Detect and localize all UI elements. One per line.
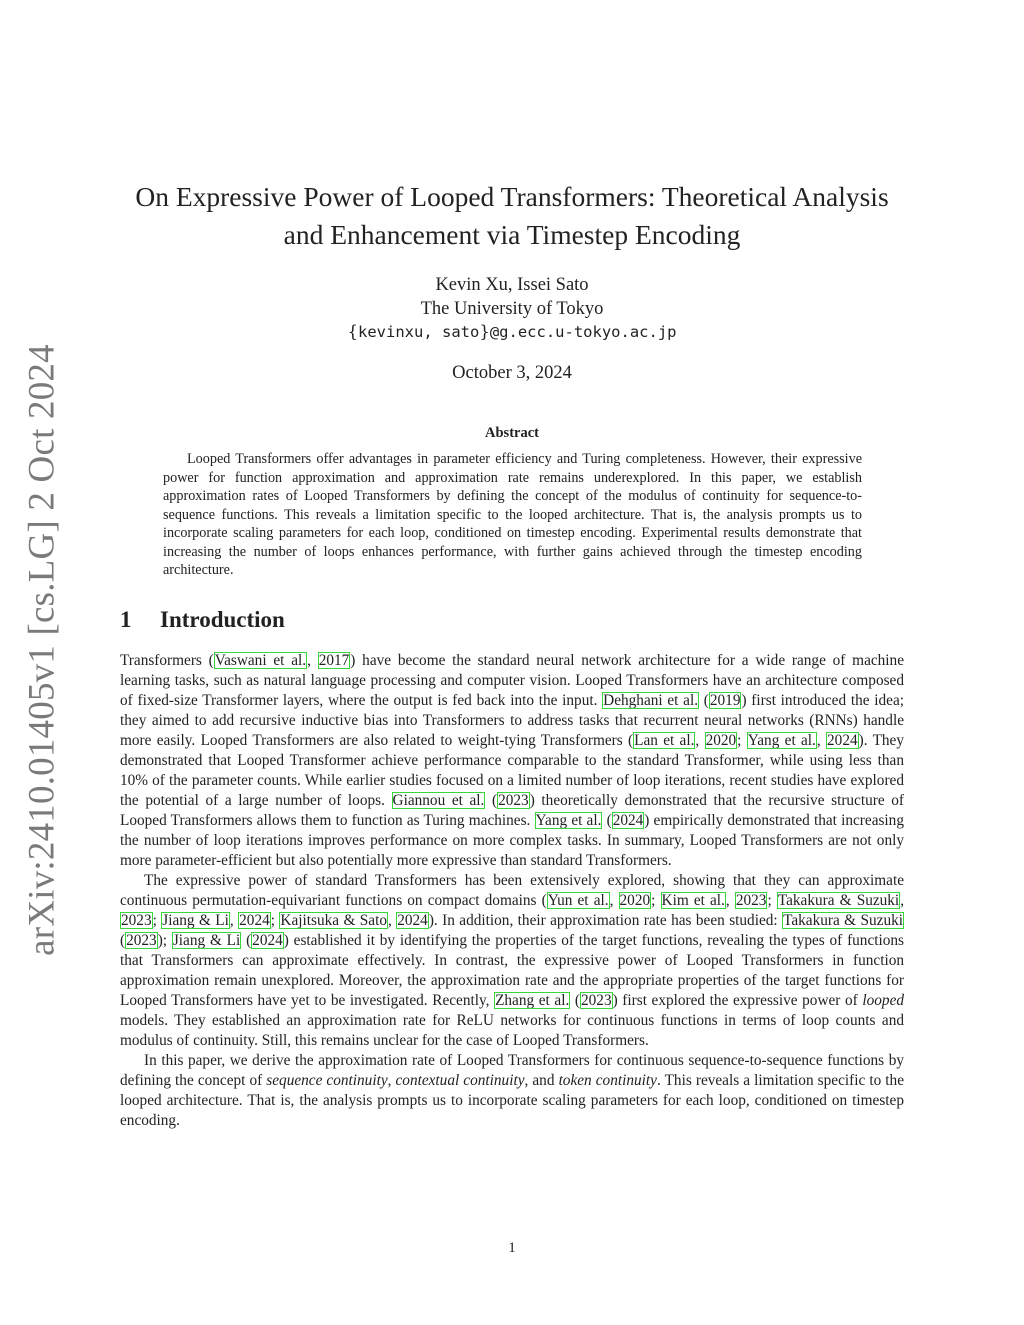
text-run: , — [387, 912, 397, 929]
text-run: Transformers ( — [120, 652, 214, 669]
text-run: ); — [157, 932, 172, 949]
email-names: kevinxu, sato — [358, 323, 480, 341]
citation-link[interactable]: 2024 — [252, 932, 283, 949]
paragraph-2 — [120, 871, 904, 1051]
page-number: 1 — [508, 1240, 516, 1256]
citation-link[interactable]: Kajitsuka & Sato — [280, 912, 387, 929]
text-run: ; — [270, 912, 280, 929]
citation-link[interactable]: 2023 — [121, 912, 152, 929]
text-run: ; — [767, 892, 777, 909]
abstract-body: Looped Transformers offer advantages in parameter efficiency and Turing completeness. However, their expressive power for function approximation and approximation rate remains underexplored. In this paper, we establish approximation rates of Looped Transformers by defining the concept of the modulus of continuity for sequence-to-sequence functions. This reveals a limitation specific to the looped architecture. That is, the analysis prompts us to incorporate scaling parameters for each loop, conditioned on timestep encoding. Experimental results demonstrate that increasing the number of loops enhances performance, with further gains achieved through the timestep encoding architecture. — [163, 451, 862, 578]
citation-link[interactable]: Dehghani et al. — [603, 692, 699, 709]
abstract-heading: Abstract — [485, 425, 539, 441]
citation-link[interactable]: 2024 — [239, 912, 270, 929]
text-run: ; — [152, 912, 162, 929]
citation-link[interactable]: 2023 — [581, 992, 612, 1009]
text-run: ; — [651, 892, 661, 909]
text-run: , — [725, 892, 735, 909]
emphasis-text: sequence continuity — [266, 1072, 388, 1089]
text-run: models. They established an approximation rate for ReLU networks for continuous functions in terms of loop counts and modulus of continuity. Still, this remains unclear for the case of Looped Transformers. — [120, 1012, 904, 1049]
text-run: ) established it by identifying the properties of the target functions, revealing the types of functions that Transformers can approximate effectively. In contrast, the expressive power of Looped Transformers in function approximation remain unexplored. Moreover, the approximation rate and the appropriate properties of the target functions for Looped Transformers have yet to be investigated. Recently, — [120, 932, 904, 1009]
citation-link[interactable]: Takakura & Suzuki — [783, 912, 903, 929]
section-number: 1 — [120, 607, 132, 632]
citation-link[interactable]: Jiang & Li — [162, 912, 229, 929]
text-run: ( — [699, 692, 709, 709]
text-run: . This reveals a limitation specific to the looped architecture. That is, the analysis prompts us to incorporate scaling parameters for each loop, conditioned on timestep encoding. — [120, 1072, 904, 1129]
arxiv-identifier-stamp[interactable]: arXiv:2410.01405v1 [cs.LG] 2 Oct 2024 — [21, 344, 63, 956]
citation-link[interactable]: 2017 — [318, 652, 350, 669]
citation-link[interactable]: 2023 — [126, 932, 157, 949]
text-run: ( — [602, 812, 612, 829]
emphasis-text: contextual continuity — [395, 1072, 525, 1089]
email-open-brace: { — [347, 322, 359, 341]
citation-link[interactable]: 2023 — [735, 892, 767, 909]
text-run: , — [387, 1072, 396, 1089]
citation-link[interactable]: 2020 — [619, 892, 651, 909]
citation-link[interactable]: Jiang & Li — [172, 932, 241, 949]
citation-link[interactable]: 2019 — [709, 692, 741, 709]
citation-link[interactable]: Zhang et al. — [495, 992, 570, 1009]
text-run: ( — [241, 932, 252, 949]
emphasis-text: token continuity — [558, 1072, 657, 1089]
title-line-2: and Enhancement via Timestep Encoding — [283, 219, 741, 250]
paragraph-3 — [120, 1051, 904, 1131]
citation-link[interactable]: Yang et al. — [747, 732, 816, 749]
text-run: , — [816, 732, 827, 749]
author-block — [100, 273, 924, 321]
text-run: ) theoretically demonstrated that the recursive structure of Looped Transformers allows them to function as Turing machines. — [120, 792, 905, 829]
citation-link[interactable]: Lan et al. — [634, 732, 695, 749]
email-domain: @g.ecc.u-tokyo.ac.jp — [489, 323, 677, 341]
text-run: ; — [737, 732, 747, 749]
text-run: , — [609, 892, 619, 909]
text-run: ( — [485, 792, 498, 809]
author-email — [100, 321, 924, 343]
text-run: , — [307, 652, 318, 669]
text-run: The expressive power of standard Transformers has been extensively explored, showing that they can approximate continuous permutation-equivariant functions on compact domains ( — [120, 872, 904, 909]
text-run: ) first explored the expressive power of — [612, 992, 863, 1009]
text-run: In this paper, we derive the approximation rate of Looped Transformers for continuous sequence-to-sequence functions by defining the concept of — [120, 1052, 904, 1089]
emphasis-text: looped — [862, 992, 905, 1009]
text-run: , and — [524, 1072, 559, 1089]
citation-link[interactable]: 2020 — [705, 732, 737, 749]
section-heading-introduction — [120, 605, 285, 635]
text-run: ). They demonstrated that Looped Transformer achieve performance comparable to the standard Transformer, while using less than 10% of the parameter counts. While earlier studies focused on a limited number of loop iterations, recent studies have explored the potential of a large number of loops. — [120, 732, 904, 809]
text-run: ) empirically demonstrated that increasing the number of loop iterations improves performance on more complex tasks. In summary, Looped Transformers are not only more parameter-efficient but also potentially more expressive than standard Transformers. — [120, 812, 904, 869]
text-run: ). In addition, their approximation rate has been studied: — [428, 912, 783, 929]
citation-link[interactable]: Takakura & Suzuki — [777, 892, 900, 909]
text-run: , — [695, 732, 705, 749]
publication-date: October 3, 2024 — [452, 363, 572, 383]
paragraph-1 — [120, 651, 904, 871]
citation-link[interactable]: 2024 — [612, 812, 644, 829]
citation-link[interactable]: 2023 — [498, 792, 529, 809]
citation-link[interactable]: Vaswani et al. — [214, 652, 307, 669]
text-run: ( — [120, 932, 126, 949]
citation-link[interactable]: Kim et al. — [661, 892, 725, 909]
affiliation: The University of Tokyo — [420, 299, 604, 319]
text-run: ( — [570, 992, 580, 1009]
text-run: ) first introduced the idea; they aimed to add recursive inductive bias into Transformers to address tasks that recurrent neural networks (RNNs) handle more easily. Looped Transformers are also related to weight-tying Transformers ( — [120, 692, 904, 749]
email-close-brace: } — [479, 322, 490, 341]
author-names: Kevin Xu, Issei Sato — [435, 275, 589, 295]
text-run: , — [229, 912, 239, 929]
citation-link[interactable]: 2024 — [827, 732, 858, 749]
citation-link[interactable]: Giannou et al. — [392, 792, 485, 809]
section-title: Introduction — [160, 607, 285, 632]
citation-link[interactable]: Yun et al. — [547, 892, 609, 909]
text-run: ) have become the standard neural network architecture for a wide range of machine learning tasks, such as natural language processing and computer vision. Looped Transformers have an architecture composed of fixed-size Transformer layers, where the output is fed back into the input. — [120, 652, 904, 709]
introduction-body — [120, 651, 904, 1131]
citation-link[interactable]: Yang et al. — [535, 812, 602, 829]
citation-link[interactable]: 2024 — [397, 912, 428, 929]
paper-title — [100, 178, 924, 254]
title-line-1: On Expressive Power of Looped Transformers: Theoretical Analysis — [135, 181, 889, 212]
text-run: , — [900, 892, 905, 909]
